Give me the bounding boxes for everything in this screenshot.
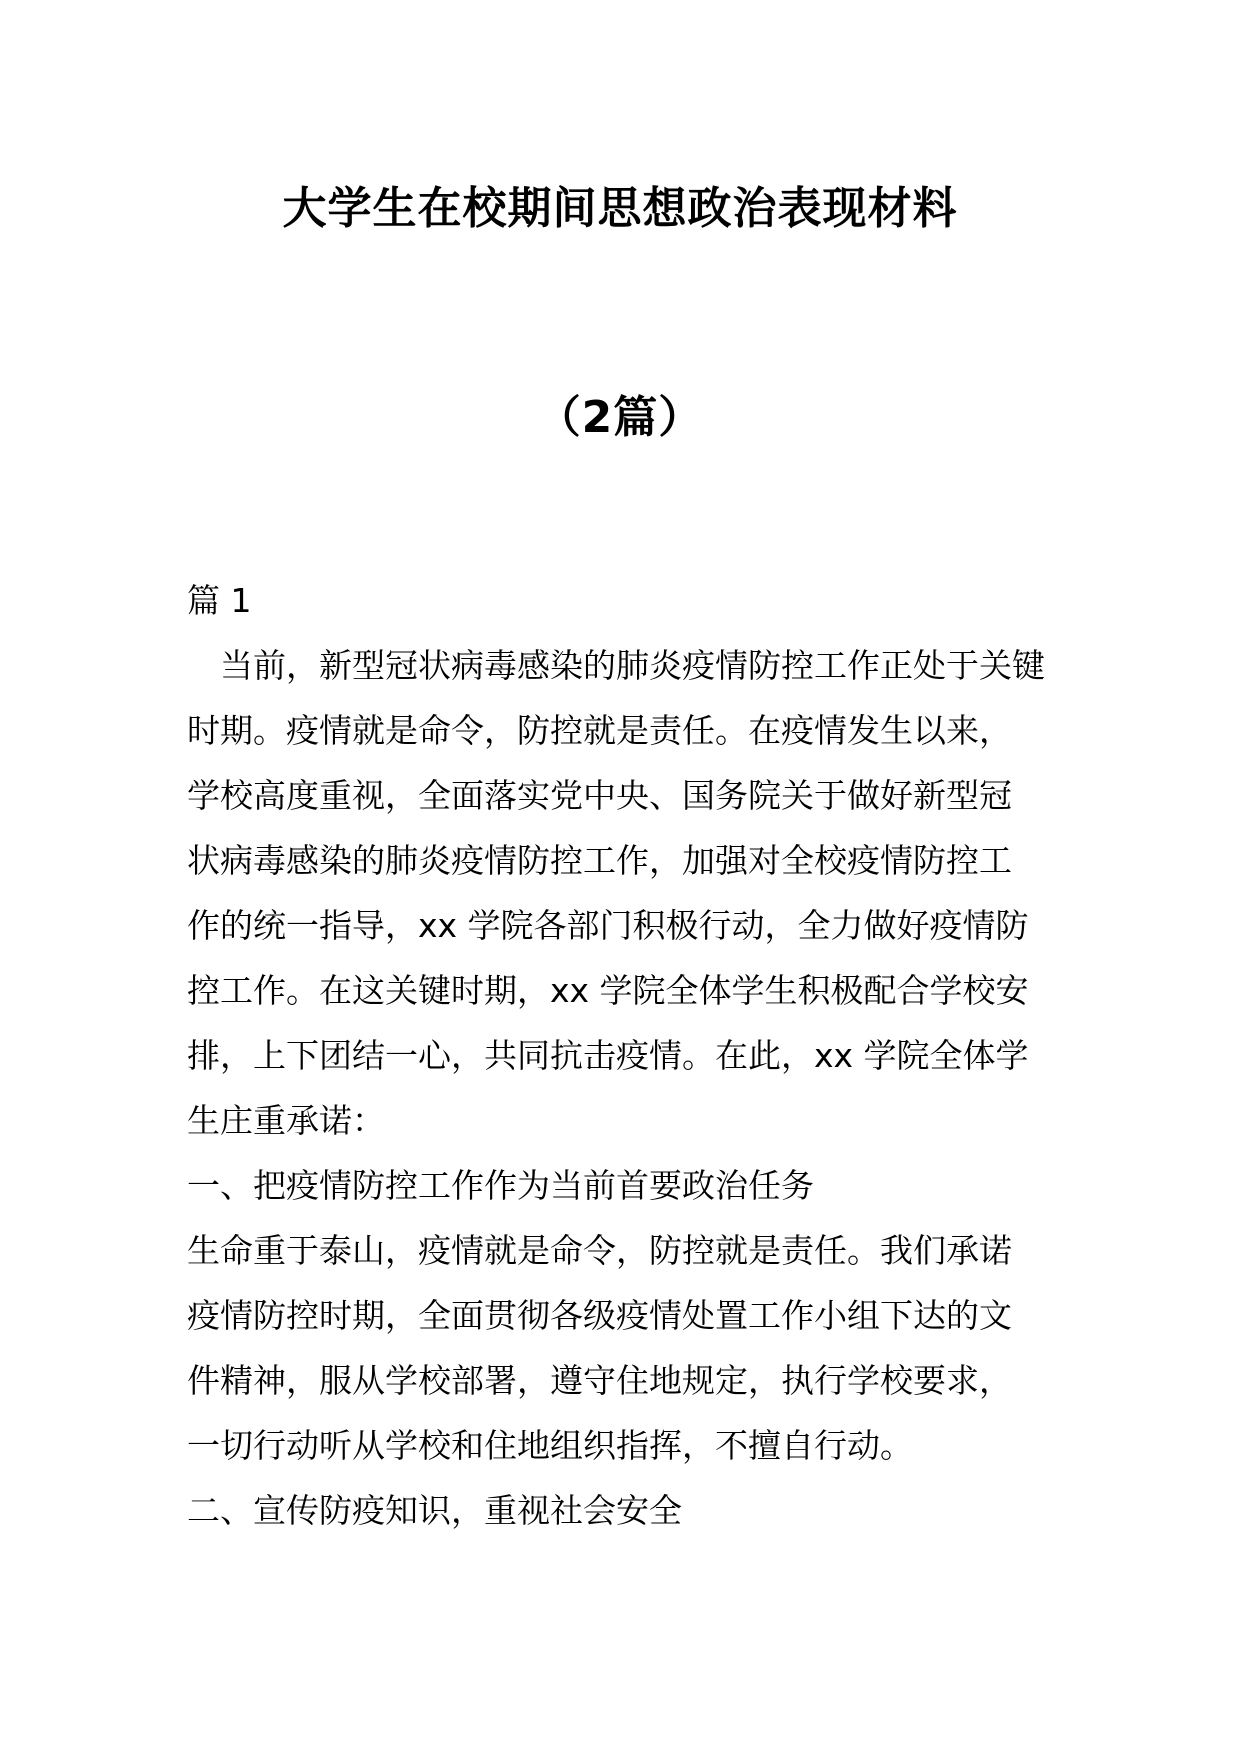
text-line: 生庄重承诺： <box>187 1101 385 1140</box>
document-title: 大学生在校期间思想政治表现材料 <box>282 183 958 234</box>
document-subtitle: （2篇） <box>536 392 704 443</box>
text-line: 控工作。在这关键时期，xx 学院全体学生积极配合学校安 <box>187 971 1029 1010</box>
heading-1: 一、把疫情防控工作作为当前首要政治任务 <box>187 1166 814 1205</box>
heading-2: 二、宣传防疫知识，重视社会安全 <box>187 1491 682 1530</box>
section-label: 篇 1 <box>187 581 252 620</box>
document-body <box>187 633 1067 1543</box>
text-line: 作的统一指导，xx 学院各部门积极行动，全力做好疫情防 <box>187 906 1029 945</box>
text-line: 学校高度重视，全面落实党中央、国务院关于做好新型冠 <box>187 776 1012 815</box>
text-line: 生命重于泰山，疫情就是命令，防控就是责任。我们承诺 <box>187 1231 1012 1270</box>
text-line: 时期。疫情就是命令，防控就是责任。在疫情发生以来， <box>187 711 1012 750</box>
text-line: 件精神，服从学校部署，遵守住地规定，执行学校要求， <box>187 1361 1012 1400</box>
text-line: 状病毒感染的肺炎疫情防控工作，加强对全校疫情防控工 <box>187 841 1012 880</box>
text-line: 一切行动听从学校和住地组织指挥，不擅自行动。 <box>187 1426 913 1465</box>
text-line: 当前，新型冠状病毒感染的肺炎疫情防控工作正处于关键 <box>187 646 1045 685</box>
text-line: 疫情防控时期，全面贯彻各级疫情处置工作小组下达的文 <box>187 1296 1012 1335</box>
text-line: 排，上下团结一心，共同抗击疫情。在此，xx 学院全体学 <box>187 1036 1029 1075</box>
